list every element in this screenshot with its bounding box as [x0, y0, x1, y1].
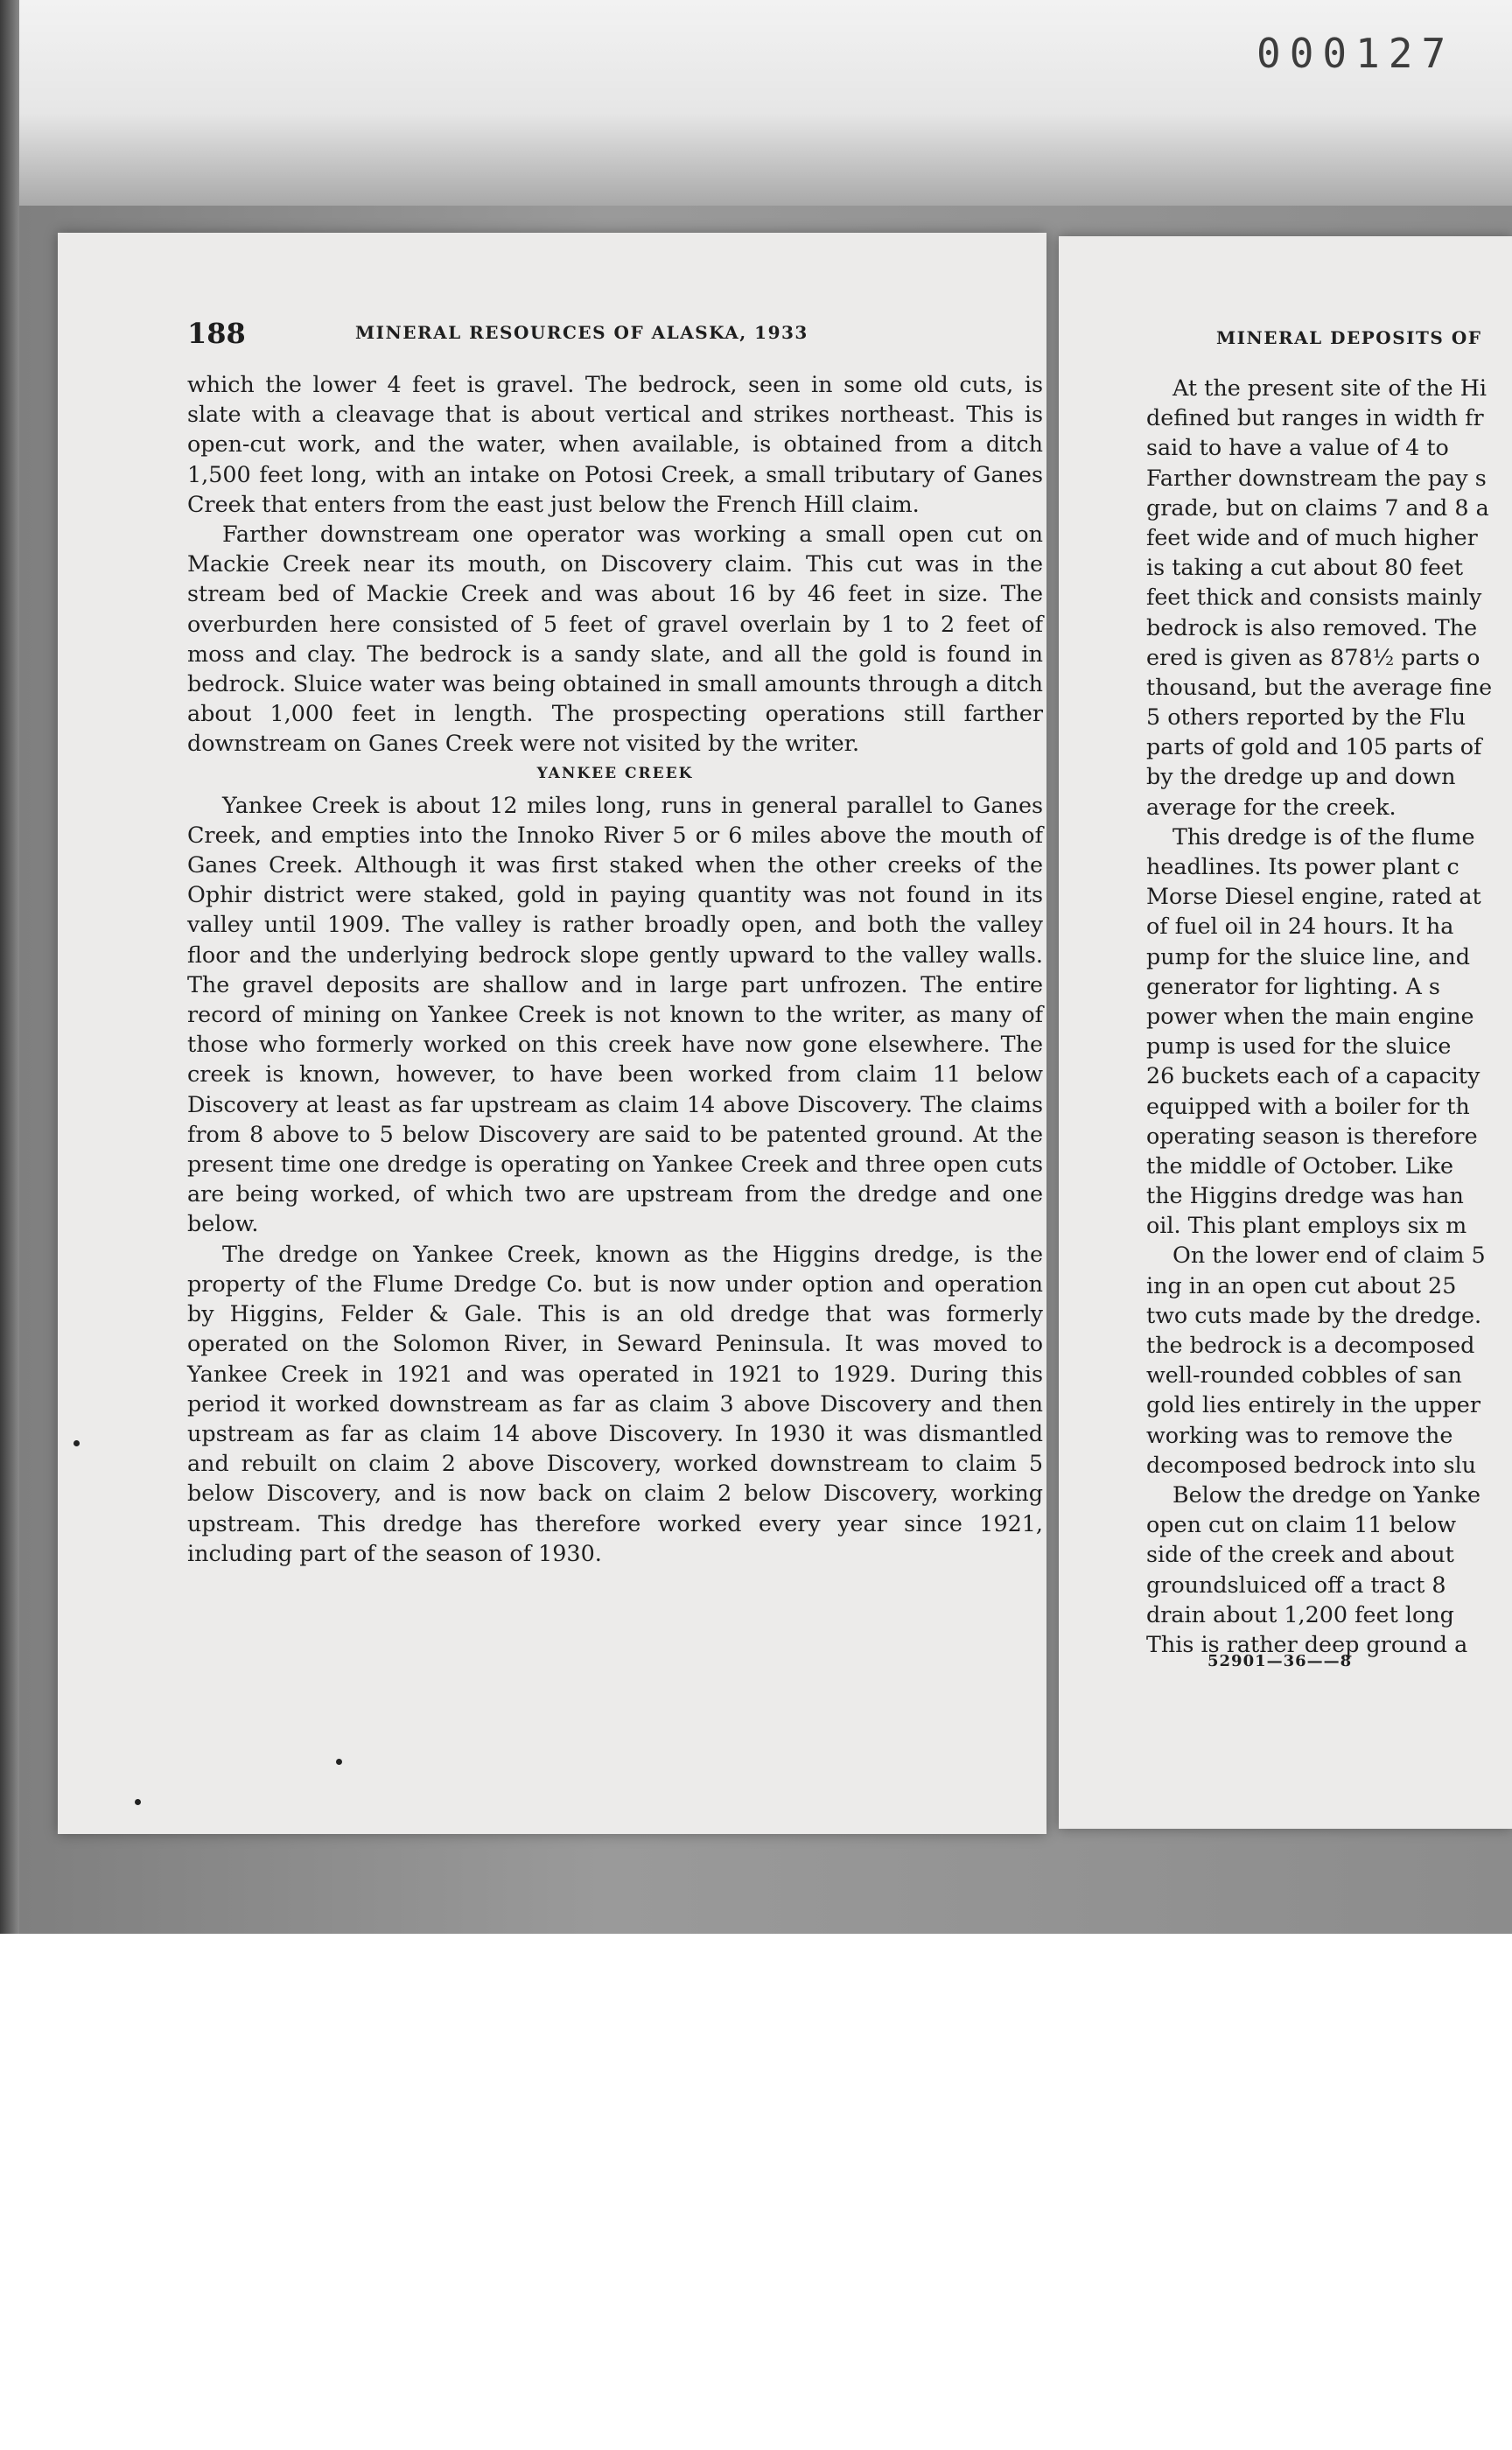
right-text-line: is taking a cut about 80 feet: [1146, 554, 1464, 581]
right-text-line: Below the dredge on Yanke: [1172, 1480, 1480, 1508]
right-text-line: said to have a value of 4 to: [1146, 434, 1449, 461]
right-text-line: power when the main engine: [1146, 1002, 1474, 1029]
right-text-line: This dredge is of the flume: [1172, 822, 1475, 850]
right-text-line: 5 others reported by the Flu: [1146, 704, 1466, 731]
paragraph: which the lower 4 feet is gravel. The bedrock, seen in some old cuts, is slate with a cleavage that is about vertical and strikes northeast. This is open-cut work, and the water, when available, is obtained from a ditch 1,500 feet long, with an intake on Potosi Creek, a small tributary of Ganes Creek that enters from the east just below the French Hill claim.: [187, 371, 1043, 517]
right-page: [1059, 236, 1512, 1829]
right-text-line: two cuts made by the dredge.: [1146, 1301, 1482, 1328]
right-text-line: pump is used for the sluice: [1146, 1032, 1452, 1060]
right-text-line: operating season is therefore: [1146, 1122, 1478, 1149]
right-text-line: Morse Diesel engine, rated at: [1146, 883, 1481, 910]
right-text-line: thousand, but the average fine: [1146, 673, 1493, 700]
right-text-line: headlines. Its power plant c: [1146, 853, 1460, 879]
paragraph: Yankee Creek is about 12 miles long, runs in general parallel to Ganes Creek, and empties into the Innoko River 5 or 6 miles above the mouth of Ganes Creek. Although it was first staked when the other creeks of the Ophir district were staked, gold in paying quantity was not found in its valley until 1909. The valley is rather broadly open, and both the valley floor and the underlying bedrock slope gently upward to the valley walls. The gravel deposits are shallow and in large part unfrozen. The entire record of mining on Yankee Creek is not known to the writer, as many of those who formerly worked on this creek have now gone elsewhere. The creek is known, however, to have been worked from claim 11 below Discovery at least as far upstream as claim 14 above Discovery. The claims from 8 above to 5 below Discovery are said to be patented ground. At the present time one dredge is operating on Yankee Creek and three open cuts are being worked, of which two are upstream from the dredge and one below.: [187, 791, 1043, 1237]
archive-stamp-number: 000127: [1256, 30, 1455, 77]
right-text-line: bedrock is also removed. The: [1146, 613, 1478, 640]
right-text-line: open cut on claim 11 below: [1146, 1511, 1457, 1538]
right-text-line: well-rounded cobbles of san: [1146, 1362, 1462, 1389]
page-number: 188: [187, 317, 246, 350]
right-text-line: On the lower end of claim 5: [1172, 1242, 1486, 1269]
paragraph: The dredge on Yankee Creek, known as the Higgins dredge, is the property of the Flume Dredge Co. but is now under option and operation by Higgins, Felder & Gale. This is an old dredge that was formerly operated on the Solomon River, in Seward Peninsula. It was moved to Yankee Creek in 1921 and was operated in 1921 to 1929. During this period it worked downstream as far as claim 3 above Discovery and then upstream as far as claim 14 above Discovery. In 1930 it was dismantled and rebuilt on claim 2 above Discovery, worked downstream to claim 5 below Discovery, and is now back on claim 2 below Discovery, working upstream. This dredge has therefore worked every year since 1921, including part of the season of 1930.: [187, 1240, 1043, 1566]
scan-left-edge: [0, 0, 19, 1934]
right-text-line: decomposed bedrock into slu: [1146, 1451, 1476, 1478]
right-text-line: grade, but on claims 7 and 8 a: [1146, 494, 1489, 521]
right-text-line: defined but ranges in width fr: [1146, 404, 1484, 431]
right-text-line: 26 buckets each of a capacity: [1146, 1062, 1480, 1089]
right-text-line: average for the creek.: [1146, 793, 1396, 820]
left-text-column: [187, 369, 1043, 1568]
print-job-code: 52901—36——8: [1208, 1652, 1353, 1670]
right-text-line: ered is given as 878½ parts o: [1146, 643, 1480, 670]
section-heading: YANKEE CREEK: [536, 764, 694, 782]
right-text-line: generator for lighting. A s: [1146, 972, 1440, 999]
right-text-line: feet thick and consists mainly: [1146, 584, 1482, 611]
left-page: [58, 233, 1046, 1834]
paragraph: Farther downstream one operator was working a small open cut on Mackie Creek near its mouth, on Discovery claim. This cut was in the stream bed of Mackie Creek and was about 16 by 46 feet in size. The overburden here consisted of 5 feet of gravel overlain by 1 to 2 feet of moss and clay. The bedrock is a sandy slate, and all the gold is found in bedrock. Sluice water was being obtained in small amounts through a ditch about 1,000 feet in length. The prospecting operations still farther downstream on Ganes Creek were not visited by the writer.: [187, 521, 1043, 757]
right-text-line: oil. This plant employs six m: [1146, 1212, 1467, 1239]
right-text-line: Farther downstream the pay s: [1146, 464, 1487, 491]
right-text-line: of fuel oil in 24 hours. It ha: [1146, 913, 1454, 940]
right-text-line: working was to remove the: [1146, 1421, 1453, 1448]
right-text-line: groundsluiced off a tract 8: [1146, 1571, 1446, 1598]
right-text-line: the bedrock is a decomposed: [1146, 1332, 1475, 1358]
right-text-column: [1146, 373, 1493, 1659]
right-text-line: feet wide and of much higher: [1146, 523, 1478, 550]
right-text-line: side of the creek and about: [1146, 1541, 1454, 1568]
dust-speck: [336, 1759, 342, 1765]
right-text-line: parts of gold and 105 parts of: [1146, 733, 1482, 760]
right-text-line: At the present site of the Hi: [1172, 374, 1488, 401]
dust-speck: [135, 1799, 141, 1805]
right-text-line: ing in an open cut about 25: [1146, 1271, 1457, 1298]
right-text-line: This is rather deep ground a: [1146, 1630, 1468, 1657]
right-text-line: equipped with a boiler for th: [1146, 1092, 1470, 1119]
right-page-clip: [1059, 236, 1493, 1829]
right-text-line: by the dredge up and down: [1146, 763, 1456, 790]
right-text-line: gold lies entirely in the upper: [1146, 1391, 1480, 1418]
right-running-head: MINERAL DEPOSITS OF: [1216, 327, 1482, 348]
right-text-line: drain about 1,200 feet long: [1146, 1600, 1454, 1628]
dust-speck: [74, 1440, 80, 1446]
running-head: MINERAL RESOURCES OF ALASKA, 1933: [355, 322, 808, 343]
right-text-line: the middle of October. Like: [1146, 1152, 1454, 1179]
right-text-line: the Higgins dredge was han: [1146, 1182, 1464, 1209]
right-text-line: pump for the sluice line, and: [1146, 942, 1470, 970]
